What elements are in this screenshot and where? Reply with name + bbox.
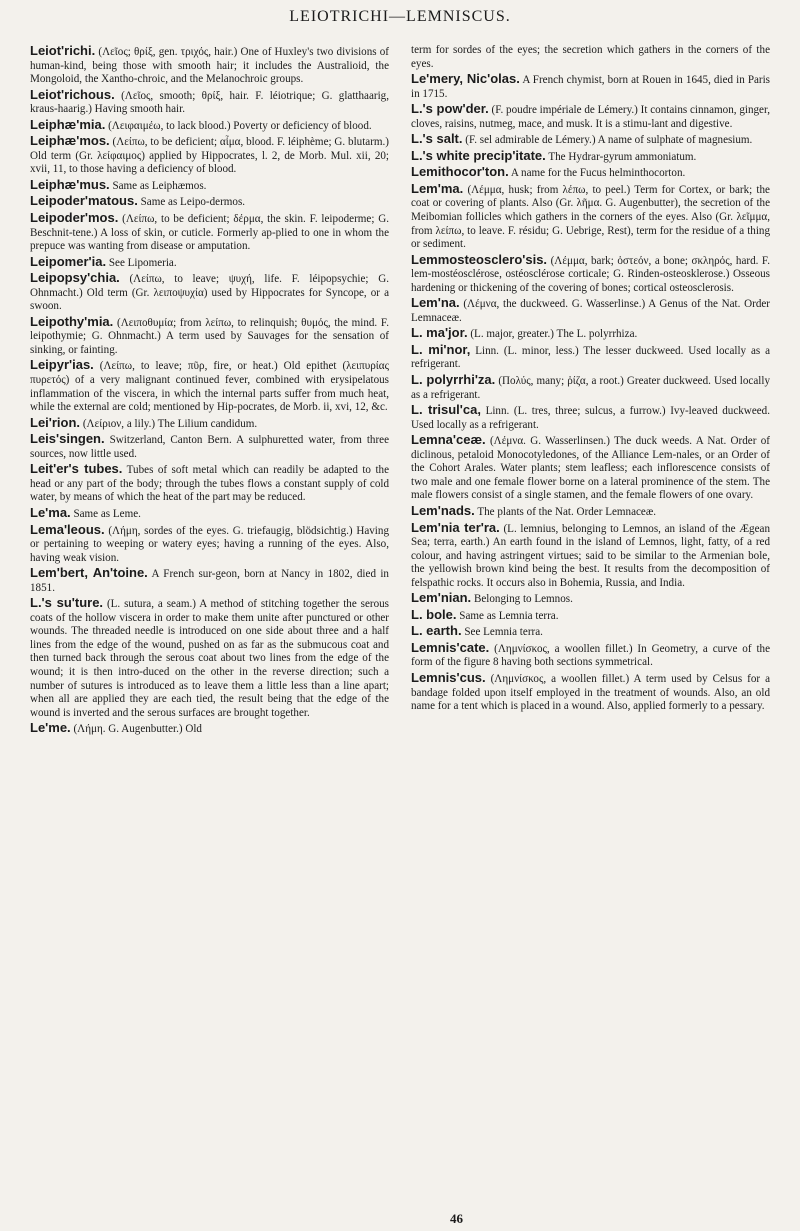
entry-headword: Lemnis'cate. bbox=[411, 639, 490, 655]
entry-definition: term for sordes of the eyes; the secretion which gathers in the corners of the eyes. bbox=[411, 44, 770, 70]
entry-definition: The plants of the Nat. Order Lemnaceæ. bbox=[477, 505, 657, 518]
dictionary-entry bbox=[30, 271, 389, 314]
entry-headword: Leipopsy'chia. bbox=[30, 270, 120, 286]
entry-definition: (Λέμνα. G. Wasserlinsen.) The duck weeds. A Nat. Order of diclinous, petaloid Monocotyledones, of the Alliance Lem-nales, or an Order of the Cohort Arales. Water plants; stem leafless; each inflorescence consists of two male and one female flower borne on a lateral prominence of the stem. The male flowers consist of a single stamen, and the female flowers of one ovary. bbox=[411, 435, 770, 502]
dictionary-entry bbox=[411, 326, 770, 342]
entry-definition: (L. major, greater.) The L. polyrrhiza. bbox=[470, 328, 638, 341]
entry-headword: L.'s white precip'itate. bbox=[411, 147, 546, 163]
entry-definition: Same as Leme. bbox=[73, 507, 141, 520]
entry-headword: Lemithocor'ton. bbox=[411, 164, 509, 180]
entry-definition: Same as Leipo-dermos. bbox=[140, 196, 246, 209]
entry-headword: Le'ma. bbox=[30, 504, 71, 520]
dictionary-entry bbox=[30, 416, 389, 432]
entry-headword: Leis'singen. bbox=[30, 431, 105, 447]
entry-headword: Leipothy'mia. bbox=[30, 313, 114, 329]
dictionary-entry bbox=[30, 315, 389, 358]
entry-headword: L.'s su'ture. bbox=[30, 595, 104, 611]
entry-headword: Lem'nian. bbox=[411, 590, 472, 606]
dictionary-entry bbox=[30, 134, 389, 177]
entry-definition: (Λέμμα, bark; ὀστεόν, a bone; σκληρός, hard. F. lem-mostéosclérose, ostéosclérose corticale; G. Rinden-osteosklerose.) Osseous hardening or thickening of the covering of bones; cortical osteosclerosis. bbox=[411, 254, 770, 294]
dictionary-entry bbox=[30, 211, 389, 254]
entry-definition: (Λήμη. G. Augenbutter.) Old bbox=[73, 723, 202, 736]
dictionary-entry bbox=[30, 88, 389, 117]
entry-definition: (Λεῖος, smooth; θρίξ, hair. F. léiotrique; G. glatthaarig, kraus-haarig.) Having smooth hair. bbox=[30, 89, 389, 116]
entry-headword: Le'mery, Nic'olas. bbox=[411, 71, 520, 87]
entry-headword: L.'s salt. bbox=[411, 131, 463, 147]
entry-headword: Lem'ma. bbox=[411, 180, 464, 196]
entry-definition: (Λειποθυμία; from λείπω, to relinquish; θυμός, the mind. F. leipothymie; G. Ohnmacht.) A term used by Sauvages for the sensation of sinking, or fainting. bbox=[30, 316, 389, 356]
entry-headword: L. trisul'ca, bbox=[411, 402, 481, 418]
dictionary-entry bbox=[411, 521, 770, 591]
entry-definition: (Λέμνα, the duckweed. G. Wasserlinse.) A Genus of the Nat. Order Lemnaceæ. bbox=[411, 298, 770, 324]
entry-definition: The Hydrar-gyrum ammoniatum. bbox=[548, 150, 697, 163]
entry-headword: L. polyrrhi'za. bbox=[411, 372, 496, 388]
dictionary-entry bbox=[411, 165, 770, 181]
entry-headword: Lema'leous. bbox=[30, 521, 105, 537]
entry-headword: Leipomer'ia. bbox=[30, 253, 107, 269]
dictionary-entry bbox=[30, 432, 389, 461]
entry-headword: Lem'nads. bbox=[411, 502, 475, 518]
dictionary-entry bbox=[30, 194, 389, 210]
dictionary-entry bbox=[411, 182, 770, 252]
entry-definition: (L. sutura, a seam.) A method of stitching together the serous coats of the hollow viscera in order to make them unite after punctured or other wounds. The threaded needle is introduced on one side about three and a half lines from the edge of the wound, pushed on as far as the submucous coat and then turned back through the serous coat about two lines from the edge of the wound; it is then intro-duced on the other in the reverse direction; such a number of sutures is introduced as to leave them a little less than a line apart; when all are applied they are each tied, the result being that the edge of the wound is inverted and the serous surfaces are brought together. bbox=[30, 598, 390, 719]
entry-headword: Leiot'richi. bbox=[30, 43, 96, 58]
dictionary-entry bbox=[411, 44, 770, 71]
entry-headword: L. mi'nor, bbox=[411, 341, 471, 357]
dictionary-entry bbox=[411, 72, 770, 101]
entry-definition: (Λείπω, to leave; πῦρ, fire, or heat.) Old epithet (λειπυρίας πυρετός) of a very malignant continued fever, combined with erysipelatous inflammation of the viscera, in which the internal parts suffer from much heat, while the external are cold; mentioned by Hip-pocrates, de Morb. ii, xvi, 12, &c. bbox=[30, 360, 389, 414]
entry-definition: (Λείπω, to leave; ψυχή, life. F. léipopsychie; G. Ohnmacht.) Old term (Gr. λειποψυχία) used by Hippocrates for Syncope, or a swoon. bbox=[30, 273, 389, 313]
entry-headword: Lem'na. bbox=[411, 295, 460, 311]
dictionary-entry bbox=[411, 253, 770, 296]
entry-headword: Leiphæ'mus. bbox=[30, 176, 110, 192]
entry-definition: See Lipomeria. bbox=[108, 256, 177, 269]
entry-headword: L. bole. bbox=[411, 606, 457, 622]
entry-headword: Lem'bert, An'toine. bbox=[30, 565, 148, 581]
entry-headword: L.'s pow'der. bbox=[411, 101, 489, 117]
entry-definition: Linn. (L. minor, less.) The lesser duckweed. Used locally as a refrigerant. bbox=[411, 344, 770, 371]
columns bbox=[30, 44, 770, 738]
dictionary-entry bbox=[411, 671, 770, 714]
entry-definition: Switzerland, Canton Bern. A sulphuretted water, from three sources, now little used. bbox=[30, 434, 390, 460]
entry-headword: Lemna'ceæ. bbox=[411, 432, 486, 448]
right-column bbox=[411, 44, 770, 738]
entry-definition: (Λεῖος; θρίξ, gen. τριχός, hair.) One of Huxley's two divisions of human-kind, being those with smooth hair; it includes the Australioid, the Mongoloid, the Xantho-chroic, and the Melanochroic groups. bbox=[30, 46, 390, 86]
entry-definition: (Λείριον, a lily.) The Lilium candidum. bbox=[82, 417, 258, 430]
dictionary-entry bbox=[411, 102, 770, 131]
dictionary-entry bbox=[30, 506, 389, 522]
entry-headword: Lem'nia ter'ra. bbox=[411, 519, 500, 535]
entry-definition: (L. lemnius, belonging to Lemnos, an island of the Ægean Sea; terra, earth.) An earth found in the island of Lemnos, light, fatty, of a red colour, and having astringent virtues; said to be similar to the Armenian bole, the yellowish brown kind being the best. It results from the decomposition of felspathic rocks. It occurs also in Bohemia, Russia, and India. bbox=[411, 522, 770, 589]
dictionary-entry bbox=[30, 721, 389, 737]
dictionary-entry bbox=[30, 44, 389, 87]
entry-definition: Same as Leiphæmos. bbox=[112, 179, 207, 192]
entry-definition: A name for the Fucus helminthocorton. bbox=[510, 167, 686, 180]
dictionary-entry bbox=[411, 403, 770, 432]
dictionary-entry bbox=[411, 296, 770, 325]
dictionary-entry bbox=[30, 178, 389, 194]
entry-definition: (Λήμη, sordes of the eyes. G. triefaugig, blödsichtig.) Having or pertaining to weeping or watery eyes; having a running of the eyes. Also, having weak vision. bbox=[30, 524, 389, 564]
entry-headword: Leiphæ'mia. bbox=[30, 116, 106, 132]
dictionary-entry bbox=[411, 608, 770, 624]
dictionary-entry bbox=[411, 373, 770, 402]
dictionary-entry bbox=[30, 523, 389, 566]
entry-definition: (F. poudre impériale de Lémery.) It contains cinnamon, ginger, cloves, raisins, nutmeg, mace, and musk. It is a stimu-lant and digestive. bbox=[411, 104, 770, 130]
dictionary-entry bbox=[411, 641, 770, 670]
entry-definition: Tubes of soft metal which can readily be adapted to the head or any part of the body; through the tubes flows a constant supply of cold water, by means of which the heat of the part may be reduced. bbox=[30, 464, 389, 504]
dictionary-entry bbox=[30, 566, 389, 595]
entry-headword: Leipoder'matous. bbox=[30, 193, 138, 209]
dictionary-entry bbox=[411, 591, 770, 607]
dictionary-entry bbox=[30, 358, 389, 414]
entry-headword: Leiot'richous. bbox=[30, 86, 115, 102]
entry-definition: (Λείπω, to be deficient; δέρμα, the skin. F. leipoderme; G. Beschnit-tene.) A loss of skin, or cuticle. Formerly ap-plied to one in whom the prepuce was wanting from disease or amputation. bbox=[30, 213, 389, 253]
entry-definition: (Λείπω, to be deficient; αἷμα, blood. F. léiphème; G. blutarm.) Old term (Gr. λείφαιμος) applied by Hippocrates, l. 2, de Morb. Mul. xii, 20; xvii, 11, to those having a deficiency of blood. bbox=[30, 136, 389, 176]
entry-definition: (Πολύς, many; ῥίζα, a root.) Greater duckweed. Used locally as a refrigerant. bbox=[411, 375, 770, 401]
entry-headword: L. ma'jor. bbox=[411, 325, 468, 341]
entry-headword: Lemmosteosclero'sis. bbox=[411, 251, 548, 267]
dictionary-entry bbox=[30, 462, 389, 505]
entry-definition: (Λέμμα, husk; from λέπω, to peel.) Term for Cortex, or bark; the coat or covering of plants. Also (Gr. λῆμα. G. Augenbutter), the secretion of the Meibomian follicles which gathers in the corners of the eyes. Also (Gr. λεῖμμα, from λείπω, to leave. F. résidu; G. Uebrige, Rest), term for the residue of a thing or sediment. bbox=[411, 183, 770, 251]
dictionary-entry bbox=[30, 596, 389, 720]
dictionary-entry bbox=[411, 433, 770, 503]
dictionary-entry bbox=[411, 504, 770, 520]
dictionary-entry bbox=[411, 343, 770, 372]
left-column bbox=[30, 44, 389, 738]
entry-headword: Leiphæ'mos. bbox=[30, 133, 110, 149]
entry-definition: Same as Lemnia terra. bbox=[459, 609, 559, 622]
entry-headword: Lemnis'cus. bbox=[411, 669, 486, 685]
running-head: LEIOTRICHI—LEMNISCUS. bbox=[289, 8, 511, 25]
dictionary-entry bbox=[411, 132, 770, 148]
entry-headword: L. earth. bbox=[411, 623, 462, 639]
entry-headword: Leipyr'ias. bbox=[30, 357, 94, 373]
entry-definition: Linn. (L. tres, three; sulcus, a furrow.) Ivy-leaved duckweed. Used locally as a refrigerant. bbox=[411, 405, 770, 431]
entry-headword: Le'me. bbox=[30, 720, 71, 736]
entry-headword: Lei'rion. bbox=[30, 414, 81, 430]
dictionary-entry bbox=[411, 149, 770, 165]
entry-definition: (Λημνίσκος, a woollen fillet.) In Geometry, a curve of the form of the figure 8 having both sections symmetrical. bbox=[411, 642, 770, 669]
entry-headword: Leit'er's tubes. bbox=[30, 461, 123, 477]
entry-definition: See Lemnia terra. bbox=[464, 626, 543, 639]
entry-definition: (F. sel admirable de Lémery.) A name of sulphate of magnesium. bbox=[465, 134, 753, 147]
entry-headword: Leipoder'mos. bbox=[30, 210, 119, 226]
entry-definition: A French chymist, born at Rouen in 1645, died in Paris in 1715. bbox=[411, 74, 771, 100]
page-number: 46 bbox=[450, 1211, 463, 1226]
dictionary-entry bbox=[30, 118, 389, 134]
entry-definition: Belonging to Lemnos. bbox=[473, 593, 573, 606]
dictionary-entry bbox=[411, 624, 770, 640]
entry-definition: (Λειφαιμέω, to lack blood.) Poverty or deficiency of blood. bbox=[108, 119, 372, 132]
entry-definition: A French sur-geon, born at Nancy in 1802, died in 1851. bbox=[30, 568, 389, 594]
dictionary-entry bbox=[30, 255, 389, 271]
entry-definition: (Λημνίσκος, a woollen fillet.) A term used by Celsus for a bandage folded upon itself employed in the treatment of wounds. Also, an old name for a tent which is placed in a wound. Also, applied formerly to a pessary. bbox=[411, 672, 770, 713]
